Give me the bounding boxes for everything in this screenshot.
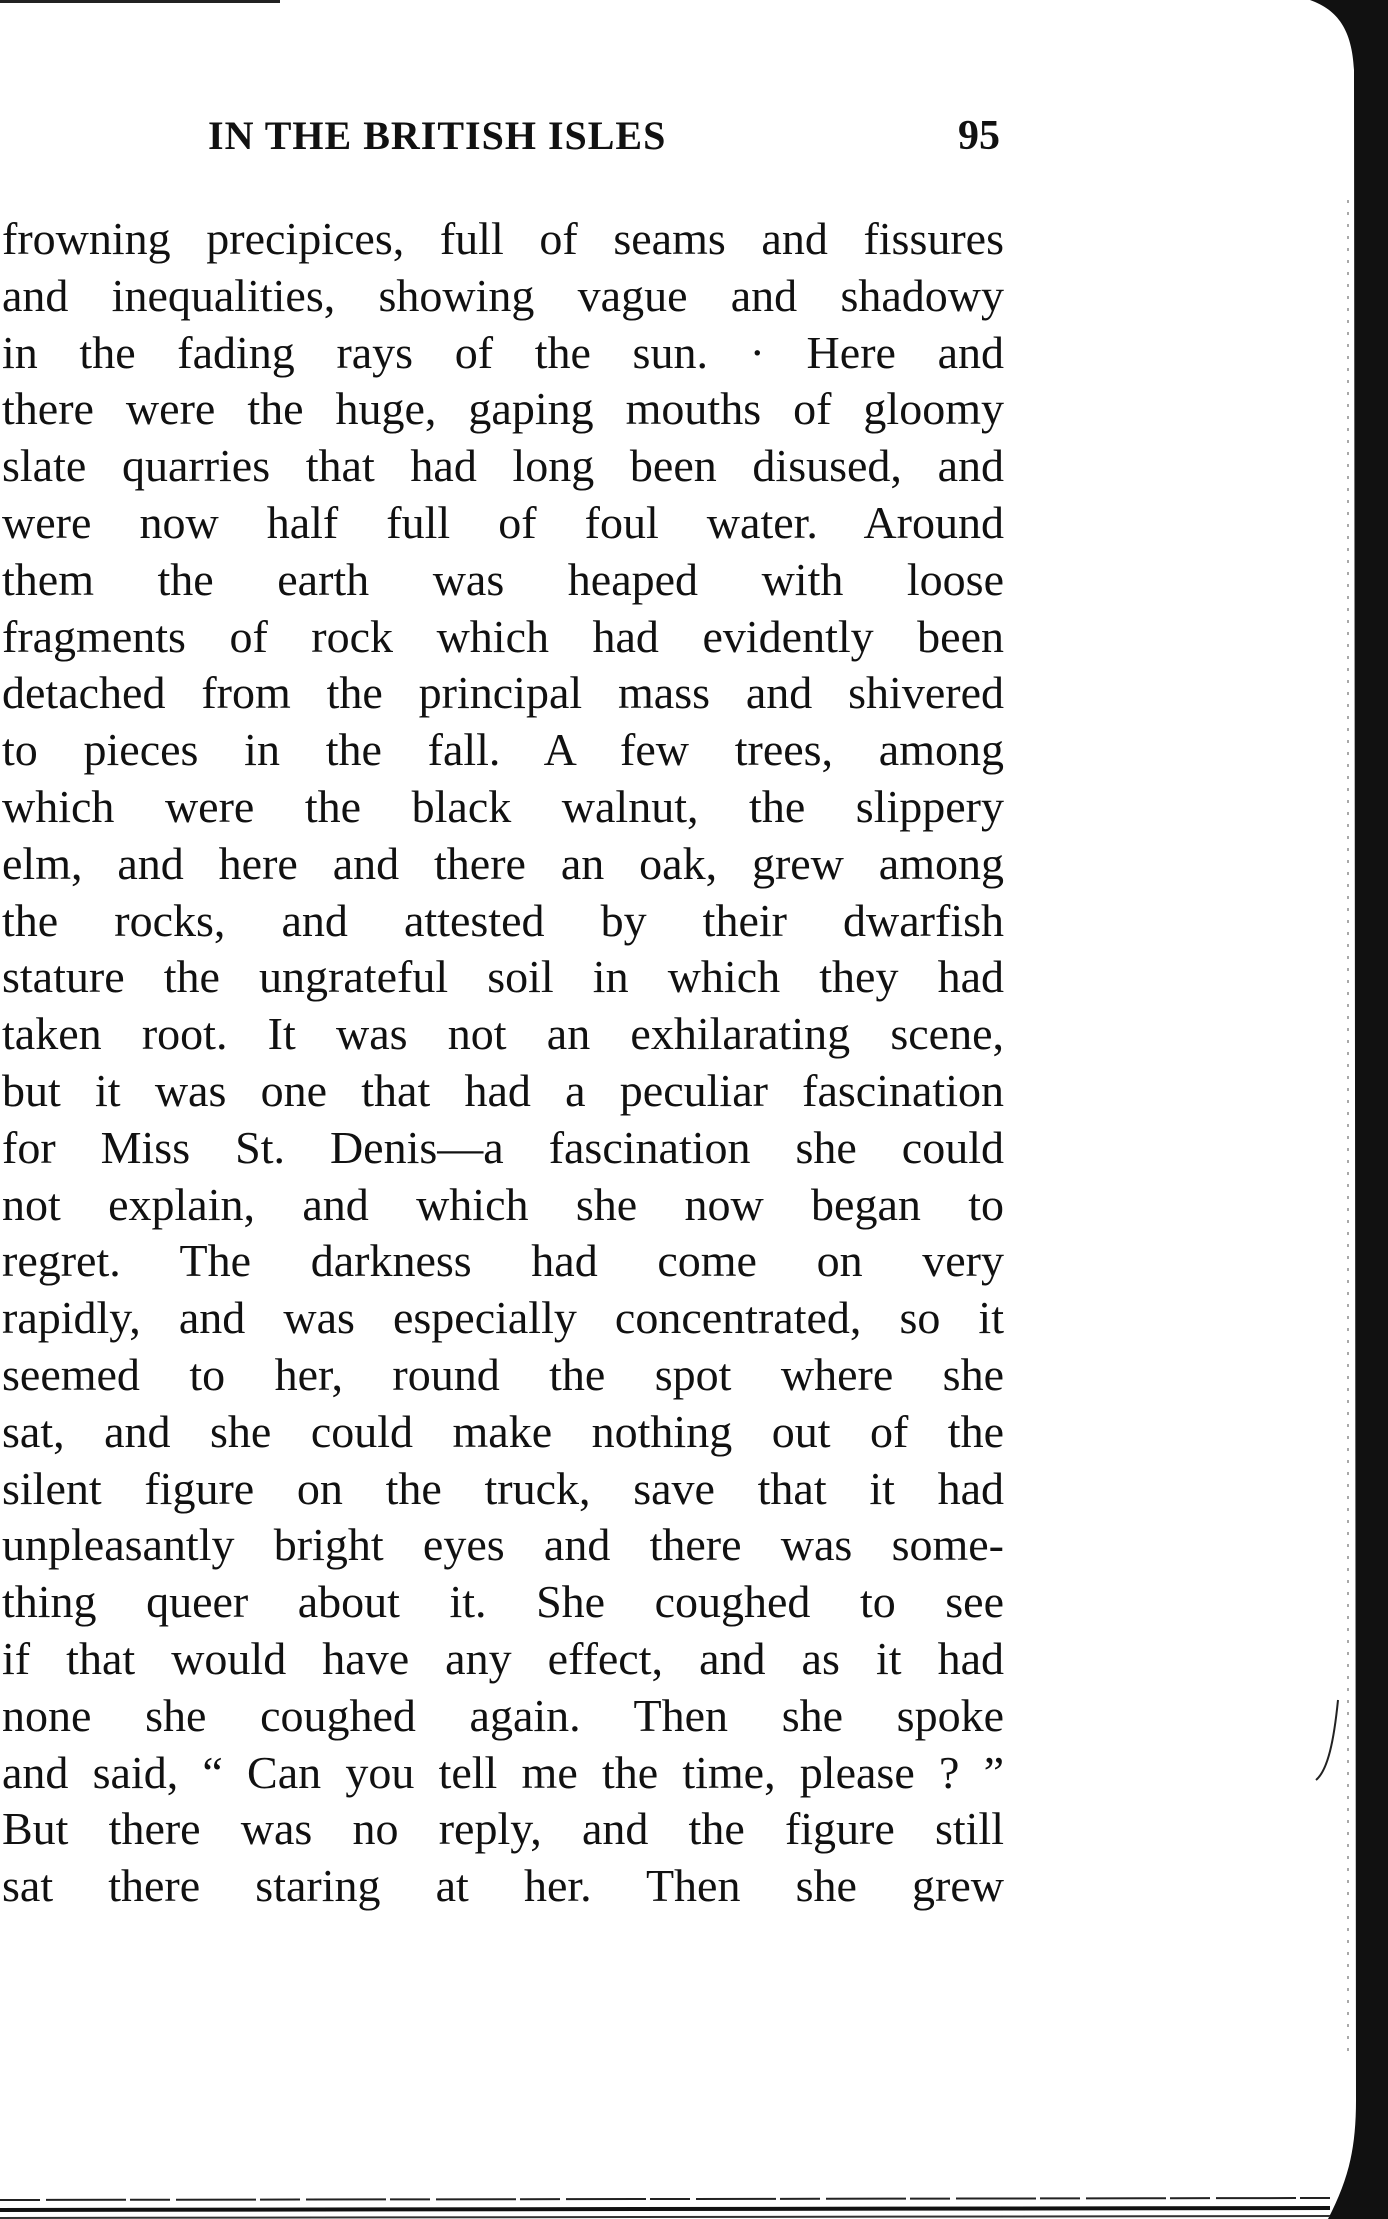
text-line: silent figure on the truck, save that it had — [2, 1462, 1004, 1514]
text-line: to pieces in the fall. A few trees, among — [2, 724, 1004, 776]
text-line: rapidly, and was especially concentrated, so it — [2, 1292, 1004, 1344]
top-rule — [0, 0, 280, 3]
bottom-edge-lines — [0, 2192, 1330, 2219]
text-line: sat, and she could make nothing out of the — [2, 1405, 1004, 1457]
text-line: taken root. It was not an exhilarating scene, — [2, 1008, 1004, 1060]
text-line: which were the black walnut, the slippery — [2, 780, 1004, 832]
page-number: 95 — [958, 113, 1000, 159]
text-line: unpleasantly bright eyes and there was some- — [2, 1519, 1004, 1571]
text-line: but it was one that had a peculiar fascination — [2, 1064, 1004, 1116]
text-line: sat there staring at her. Then she grew — [2, 1860, 1004, 1912]
text-line: them the earth was heaped with loose — [2, 553, 1004, 605]
text-line: fragments of rock which had evidently been — [2, 610, 1004, 662]
text-line: if that would have any effect, and as it had — [2, 1632, 1004, 1684]
page-edge — [1308, 0, 1388, 2219]
text-line: and said, “ Can you tell me the time, please ? ” — [2, 1746, 1004, 1798]
text-line: there were the huge, gaping mouths of gloomy — [2, 383, 1004, 435]
text-line: But there was no reply, and the figure still — [2, 1803, 1004, 1855]
text-line: frowning precipices, full of seams and fissures — [2, 213, 1004, 264]
text-line: none she coughed again. Then she spoke — [2, 1689, 1004, 1741]
text-line: detached from the principal mass and shivered — [2, 667, 1004, 719]
text-line: not explain, and which she now began to — [2, 1178, 1004, 1230]
running-head — [0, 112, 1010, 172]
body-text — [2, 211, 1004, 1915]
text-line: and inequalities, showing vague and shadowy — [2, 269, 1004, 321]
text-line: in the fading rays of the sun. · Here and — [2, 326, 1004, 378]
text-line: regret. The darkness had come on very — [2, 1235, 1004, 1287]
text-line: the rocks, and attested by their dwarfish — [2, 894, 1004, 946]
text-line: thing queer about it. She coughed to see — [2, 1576, 1004, 1628]
text-line: were now half full of foul water. Around — [2, 496, 1004, 548]
page-edge-shadow — [1308, 0, 1388, 2219]
text-line: for Miss St. Denis—a fascination she could — [2, 1121, 1004, 1173]
running-title: IN THE BRITISH ISLES — [208, 113, 667, 158]
text-line: slate quarries that had long been disused, and — [2, 440, 1004, 492]
bottom-page-edge — [0, 2192, 1330, 2219]
text-line: stature the ungrateful soil in which they had — [2, 951, 1004, 1003]
text-line: seemed to her, round the spot where she — [2, 1348, 1004, 1400]
text-line: elm, and here and there an oak, grew among — [2, 837, 1004, 889]
